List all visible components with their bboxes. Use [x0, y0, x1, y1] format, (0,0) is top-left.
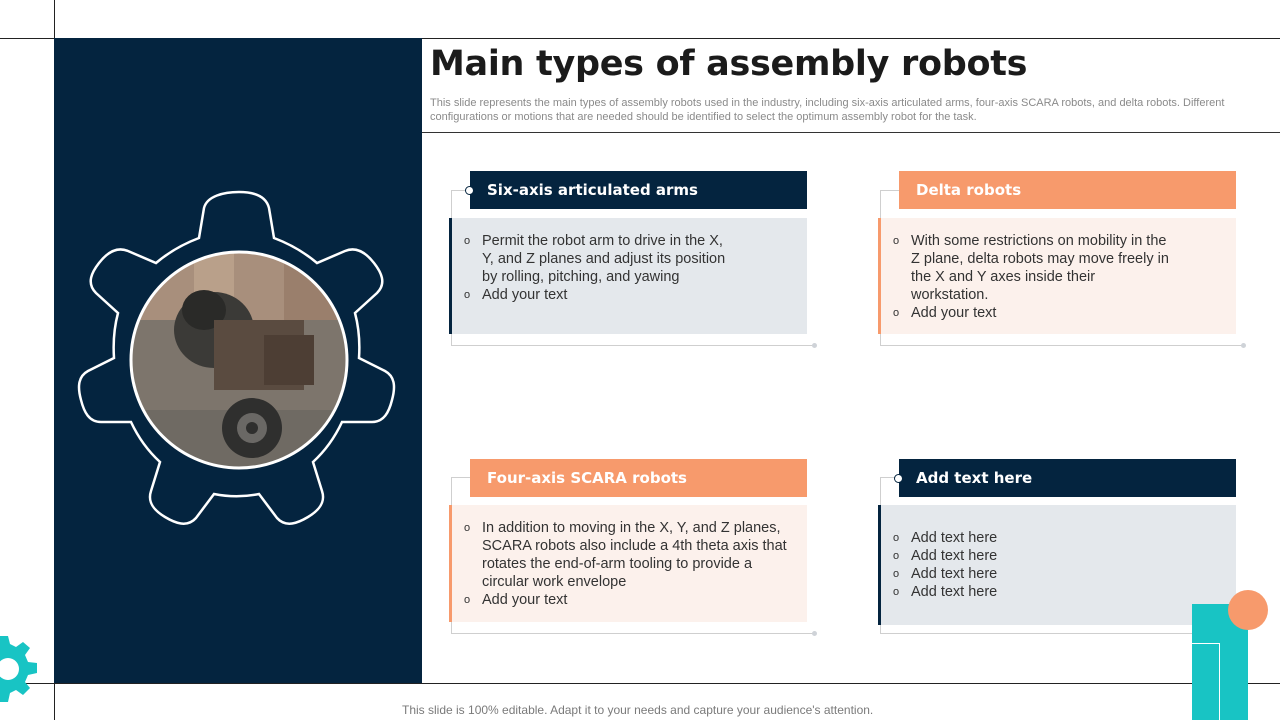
card3-title: Four-axis SCARA robots — [487, 469, 687, 487]
card4-body — [878, 505, 1236, 625]
bullet-marker: o — [893, 568, 900, 580]
card1-end-dot — [812, 343, 817, 348]
bullet-text: Permit the robot arm to drive in the X, Y, and Z planes and adjust its position by rolling, pitching, and yawing — [482, 233, 726, 285]
bullet-marker: o — [464, 522, 471, 534]
bullet-marker: o — [464, 594, 471, 606]
list-item — [464, 591, 787, 609]
bullet-text: In addition to moving in the X, Y, and Z planes, SCARA robots also include a 4th theta axis that rotates the end-of-arm tooling to provide a circular work envelope — [482, 520, 787, 590]
bullet-marker: o — [893, 586, 900, 598]
list-item — [893, 304, 1216, 322]
bullet-marker: o — [893, 550, 900, 562]
card1-body — [449, 218, 807, 334]
card3-header — [470, 459, 807, 497]
bullet-text: With some restrictions on mobility in the Z plane, delta robots may move freely in the X and Y axes inside their workstation. — [911, 233, 1169, 303]
card2-body — [878, 218, 1236, 334]
bullet-marker: o — [893, 235, 900, 247]
card1-knot — [465, 186, 474, 195]
list-item — [893, 232, 1216, 304]
bullet-text: Add text here — [911, 548, 998, 564]
corner-gear-icon — [0, 632, 44, 720]
bullet-text: Add your text — [482, 287, 568, 303]
card1-title: Six-axis articulated arms — [487, 181, 698, 199]
card2-end-dot — [1241, 343, 1246, 348]
page-subtitle: This slide represents the main types of assembly robots used in the industry, including six-axis articulated arms, four-axis SCARA robots, and delta robots. Different configurations or motions that are needed should be identified to select the optimum assembly robot for the task. — [430, 97, 1225, 123]
bullet-marker: o — [893, 532, 900, 544]
teal-accent-inner — [1192, 643, 1220, 720]
list-item — [464, 286, 787, 304]
bottom-rule — [0, 683, 1280, 684]
title-rule — [422, 132, 1280, 133]
card2-header — [899, 171, 1236, 209]
bullet-marker: o — [464, 289, 471, 301]
page-title: Main types of assembly robots — [430, 44, 1028, 84]
card3-body — [449, 505, 807, 622]
list-item — [464, 232, 787, 286]
bullet-text: Add text here — [911, 566, 998, 582]
bullet-marker: o — [464, 235, 471, 247]
card1-header — [470, 171, 807, 209]
list-item — [893, 583, 1216, 601]
bullet-text: Add text here — [911, 584, 998, 600]
bullet-text: Add text here — [911, 530, 998, 546]
list-item — [893, 547, 1216, 565]
orange-accent-dot — [1228, 590, 1268, 630]
bullet-marker: o — [893, 307, 900, 319]
footer-note: This slide is 100% editable. Adapt it to your needs and capture your audience's attention. — [402, 703, 874, 717]
bullet-text: Add your text — [482, 592, 568, 608]
gear-illustration — [54, 160, 422, 560]
list-item — [893, 565, 1216, 583]
card4-title: Add text here — [916, 469, 1033, 487]
card4-header — [899, 459, 1236, 497]
bullet-text: Add your text — [911, 305, 997, 321]
card4-knot — [894, 474, 903, 483]
list-item — [464, 519, 787, 591]
list-item — [893, 529, 1216, 547]
card2-title: Delta robots — [916, 181, 1022, 199]
card3-end-dot — [812, 631, 817, 636]
